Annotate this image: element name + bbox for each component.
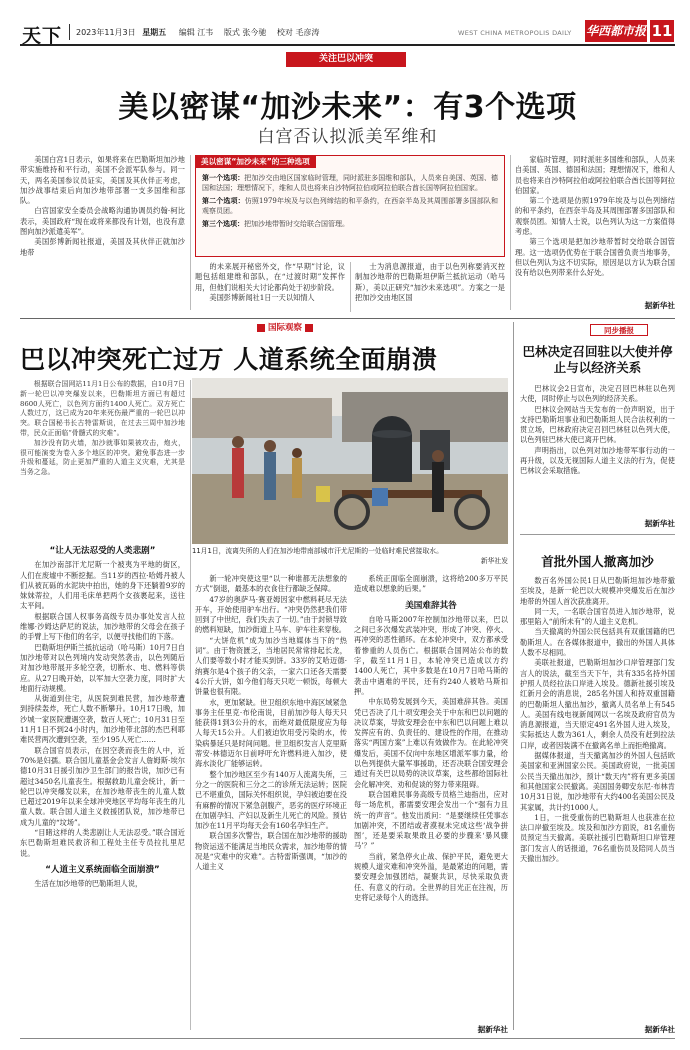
main-story-subhead-1: “让人无法忍受的人类悲剧” bbox=[49, 546, 156, 556]
issue-date: 2023年11月3日 bbox=[76, 28, 136, 37]
editor-credit: 编辑 江韦 bbox=[178, 28, 214, 37]
brand-en: WEST CHINA METROPOLIS DAILY bbox=[458, 29, 572, 37]
top-story-col3: 士为消息源报道，由于以色列称要消灭控制加沙地带的巴勒斯坦伊斯兰抵抗运动（哈马斯），美以正研究“加沙未来选项”。方案之一是把加沙交由地区国 bbox=[355, 262, 505, 302]
main-story-headline: 巴以冲突死亡过万 人道系统全面崩溃 bbox=[20, 345, 438, 374]
side2-body: 数百名外国公民1日从巴勒斯坦加沙地带撤至埃及，是新一轮巴以大规模冲突爆发后在加沙地带的外国人首次获准离开。 同一天，一名联合国官员进入加沙地带，说那里陷入“前所未有”的人道主义危机。 当天撤离的外国公民包括具有双重国籍的巴勒斯坦人。在各媒体报道中，撤出的外国人具体人数不尽相同。 美联社报道，巴勒斯坦加沙口岸管理部门发言人的说法，截至当天下午，共有335名持外国护照人员经拉法口岸进入埃及。德新社援引埃及红新月会的消息说，285名外国人和持双重国籍的巴勒斯坦人撤出加沙，撤离人员名单上有545人。美国有线电视新闻网以一名埃及政府官员为消息源报道，当天原定491名外国人进入埃及，实际抵达人数为361人，剩余人员没有赶到拉法口岸，或者因装满不在撤离名单上而拒绝撤离。 据媒体报道，当天撤离加沙的外国人包括欧美国家和亚洲国家公民。美国政府说，一批美国公民当天撤出加沙，预计“数天内”将有更多美国和其他国家公民撤离。美国国务卿安东尼·布林肯10月31日说，加沙地带有大约400名美国公民及其家属，共计约1000人。 1日，一批受重伤的巴勒斯坦人也获准在拉法口岸撤至埃及。埃及和加沙方面说，81名重伤员预定当天撤离。美联社援引巴勒斯坦口岸管理部门发言人的话报道，76名重伤员及陪同人员当天撤出加沙。 bbox=[520, 576, 675, 864]
section-divider bbox=[20, 318, 675, 319]
main-story-subhead-2: “人道主义系统面临全面崩溃” bbox=[45, 864, 160, 875]
top-story-source: 据新华社 bbox=[644, 301, 675, 310]
side2-source: 据新华社 bbox=[644, 1025, 675, 1034]
page-bottom-rule bbox=[20, 1038, 675, 1039]
side1-source: 据新华社 bbox=[644, 519, 675, 528]
option-1: 第一个选项：把加沙交由地区国家临时管理，同时派驻多国维和部队，人员来自美国、英国、德国和法国；理想情况下，维和人员也将来自沙特阿拉伯或阿拉伯联合酋长国等阿拉伯国家。 bbox=[202, 174, 499, 192]
main-story-col-a: “让人无法忍受的人类悲剧” 在加沙南部汗尤尼斯一个被夷为平地的街区，人们在废墟中不断挖掘。当11岁的西拉·哈姆丹被人们从被瓦砾的水泥块中拍出，她的身下还躺着9岁的妹妹蒂拉，人们用毛床单把两个女孩裹起来，送往太平间。 根据联合国人权事务高级专员办事处发言人拉维娜·沙姆达萨尼的说法，加沙地带的父母会在孩子的手臂上写下他们的名字，以便寻找他们的下落。 巴勒斯坦伊斯兰抵抗运动（哈马斯）10月7日自加沙地带对以色列境内发动突然袭击，以色列随后对加沙地带展开多轮空袭，切断水、电、燃料等供应。从27日晚开始，以军加大空袭力度，同时扩大地面行动规模。 从街道到住宅，从医院到难民营，加沙地带遭到持续轰炸，死亡人数不断攀升。10月17日晚，加沙城一家医院遭遇空袭，数百人死亡；10月31日至11月1日不到24小时内，加沙地带北部的杰巴利耶难民营两次遭到空袭，至少195人死亡…… 联合国官员表示，在因空袭而丧生的人中，近70%是妇孺。联合国儿童基金会发言人詹姆斯·埃尔德10月31日援引加沙卫生部门的报告说，加沙已有超过3450名儿童丧生。根据救助儿童会统计，新一轮巴以冲突爆发以来，在加沙地带丧生的儿童人数已超过2019年以来全球冲突地区平均每年丧生的儿童人数。联合国人道主义救援团队说，加沙地带已成为儿童的“坟场”。 “目睹这样的人类悲剧让人无法忍受。”联合国近东巴勒斯坦难民救济和工程处主任专员拉扎里尼说。 “人道主义系统面临全面崩溃” 生活在加沙地带的巴勒斯坦人说， bbox=[20, 546, 185, 889]
brand-logo: 华西都市报 bbox=[585, 20, 647, 42]
main-story-source: 据新华社 bbox=[477, 1025, 508, 1034]
designer-credit: 版式 张今驰 bbox=[223, 28, 267, 37]
option-3: 第三个选项：把加沙地带暂时交给联合国管理。 bbox=[202, 220, 349, 228]
side2-headline: 首批外国人撤离加沙 bbox=[541, 554, 654, 569]
photo-credit: 新华社发 bbox=[480, 556, 508, 565]
main-story-col-c: 系统正面临全面崩溃，这将给200多万平民造成难以想象的后果。” 美国难辞其咎 自哈马斯2007年控制加沙地带以来，巴以之间已多次爆发武装冲突，形成了冲突、停火、再冲突的恶性循环。在本轮冲突中，双方都承受着惨重的人员伤亡。根据联合国网站公布的数字，截至11月1日，本轮冲突已造成以方约1400人死亡，其中多数是在10月7日哈马斯的袭击中遇难的平民，还有约240人被哈马斯扣押。 中东局势发展到今天，美国难辞其咎。美国凭已否决了几十项安理会关于中东和巴以问题的决议草案，导致安理会在中东和巴以问题上难以发挥应有的、负责任的、建设性的作用，在推动落实“两国方案”上难以有效做作为。在此轮冲突爆发后，美国不仅向中东地区增派军事力量，给以色列提供大量军事援助，还否决联合国安理会通过有关巴以局势的决议草案，这些都给国际社会化解冲突、劝和促谈的努力带来阻碍。 联合国难民事务高级专员格兰迪指出，应对每一场危机，都需要安理会发出一个“强有力且统一的声音”。他发出质问：“是要继续任凭事态加剧冲突，不团结或者漠视未完成这些‘战争拼图’，还是要采取果敢且必要的步骤来‘暴风骤马’？” 当前，紧急停火止战、保护平民，避免更大规模人道灾难和冲突外溢，是最紧迫的问题，需要安理会加强团结，凝聚共识，尽快采取负责任、有意义的行动。全世界的目光正在注视，历史将记录每个人的选择。 bbox=[354, 574, 508, 902]
side1-headline: 巴林决定召回驻以大使并停止与以经济关系 bbox=[522, 344, 673, 375]
top-story-col1: 美国白宫1日表示，如果将来在巴勒斯坦加沙地带实施维持和平行动，美国不会派军队参与。同一天，两名美国参议员证实，美国及其伙伴正考虑，加沙战事结束后向加沙地带部署一支多国维和部队。 白宫国家安全委员会战略沟通协调员约翰·柯比表示，美国政府“现在或将来都没有计划，也没有意图向加沙派遣美军”。 美国彭博新闻社报道，美国及其伙伴正就加沙地带 bbox=[20, 155, 185, 257]
main-story-lead: 根据联合国网站11月1日公布的数据，自10月7日新一轮巴以冲突爆发以来，巴勒斯坦方面已有超过8600人死亡，以色列方面约1400人死亡。双方死亡人数过万，这已成为20年来死伤最严重的一轮巴以冲突。联合国秘书长古特雷斯说，在过去三周中加沙地带，民众正面临“骨髓式的灾难”。 加沙没有防火墙，加沙就事如果被攻击，炮火，很可能演变为卷入多个地区的冲突。避免事态进一步升级和蔓延，防止更加严重的人道主义灾难，尤其是当务之急。 bbox=[20, 380, 185, 477]
top-story-headline: 美以密谋“加沙未来”：有3个选项 bbox=[118, 90, 577, 125]
main-story-col-b: 新一轮冲突使这里“以一种谁都无法想象的方式”倒退，最基本的衣食住行都缺乏保障。 47岁的奥萨马·赛亚姆因家中燃料耗尽无法开车，开始使用驴车出行。“冲突仍然把我们带回到了中世纪，我们失去了一切。”由于封锁导致的燃料短缺，加沙街道上马车、驴车往来穿梭。 “大饼危机”成为加沙当地媒体当下的“热词”。由于物资匮乏，当地居民常常排起长龙，人们要等数小时才能买到饼。33岁的艾哈迈德·纳赛尔是4个孩子的父亲，一家六口还各天需要4公斤大饼，如今他们每天只吃一顿饭，每顿大饼量也很有限。 水，更加紧缺。世卫组织东地中海区域紧急事务主任里克·布伦南说，目前加沙每人每天只能获得1到3公升的水，而绝对最低限度应为每人每天15公升。人们被迫饮用受污染的水，传染病暴延只是时间问题。世卫组织发言人克里斯蒂安·林德迈尔日前呼吁允许燃料进入加沙，使海水淡化厂能够运转。 整个加沙地区至少有140万人流离失所，三分之一的医院和三分之二的诊所无法运转；医院已不堪重负，国际关怀组织说，孕妇被迫要在没有麻醉的情况下紧急剖腹产，恶劣的医疗环境正在加剧孕妇、产妇以及新生儿死亡的风险。预估加沙在11月平均每天会有160名孕妇生产。 联合国多次警告，联合国在加沙地带的援助物资运送不能满足当地民众需求，加沙地带的情况是“灾难中的灾难”。古特雷斯强调，“加沙的人道主义 bbox=[195, 574, 347, 872]
top-story-col2: 的未来展开秘密外交，作“早期”讨论，议题包括组建维和部队，在“过渡时期”发挥作用，但他们说相关大讨论都尚处于初步阶段。 美国彭博新闻社1日一天以知情人 bbox=[195, 262, 345, 302]
option-2: 第二个选项：仿照1979年埃及与以色列缔结的和平条约，在西奈半岛及其周围部署多国部队和观察员团。 bbox=[202, 197, 498, 215]
refugee-camp-photo bbox=[192, 378, 508, 544]
top-story-col4: 家临时管理，同时派驻多国维和部队，人员来自美国、英国、德国和法国；理想情况下，维和人员也将来自沙特阿拉伯或阿拉伯联合酋长国等阿拉伯国家。 第二个选项是仿照1979年埃及与以色列缔结的和平条约，在西奈半岛及其周围部署多国部队和观察员团。知情人士说，以色列认为这一方案值得考虑。 第三个选项是把加沙地带暂时交给联合国管理。这一选项仍优势在于联合国曾负责当地事务，但以色列认为这不切实际，原因是以方认为联合国没有给以色列带来什么好处。 bbox=[515, 155, 675, 278]
options-box bbox=[195, 155, 505, 257]
top-story-tag: 关注巴以冲突 bbox=[286, 52, 406, 67]
side1-tag: 同步播报 bbox=[590, 324, 648, 336]
top-story-subheadline: 白宫否认拟派美军维和 bbox=[257, 127, 438, 147]
section-label: 天下 bbox=[22, 25, 63, 47]
masthead-rule bbox=[20, 44, 675, 46]
main-story-tag: 国际观察 bbox=[245, 322, 325, 335]
photo-caption: 11月1日，流离失所的人们在加沙地带南部城市汗尤尼斯的一处临时难民营接取水。 新华社发 bbox=[192, 547, 508, 565]
issue-weekday: 星期五 bbox=[142, 28, 167, 37]
masthead bbox=[0, 0, 690, 48]
news-photo bbox=[192, 378, 508, 544]
options-box-title: 美以密谋“加沙未来”的三种选项 bbox=[195, 155, 316, 168]
page-number: 11 bbox=[651, 22, 673, 40]
side1-body: 巴林议会2日宣布，决定召回巴林驻以色列大使，同时停止与以色列的经济关系。 巴林议会网站当天发布的一份声明说，出于支持巴勒斯坦事业和巴勒斯坦人民合法权利的一贯立场，巴林政府决定召回巴林驻以色列大使，以色列驻巴林大使已离开巴林。 声明指出，以色列对加沙地带军事行动的一再升级，以及无视国际人道主义法的行为，促使巴林议会采取措施。 bbox=[520, 384, 675, 476]
main-story-subhead-3: 美国难辞其咎 bbox=[405, 600, 457, 611]
proofreader-credit: 校对 毛彦涛 bbox=[276, 28, 320, 37]
